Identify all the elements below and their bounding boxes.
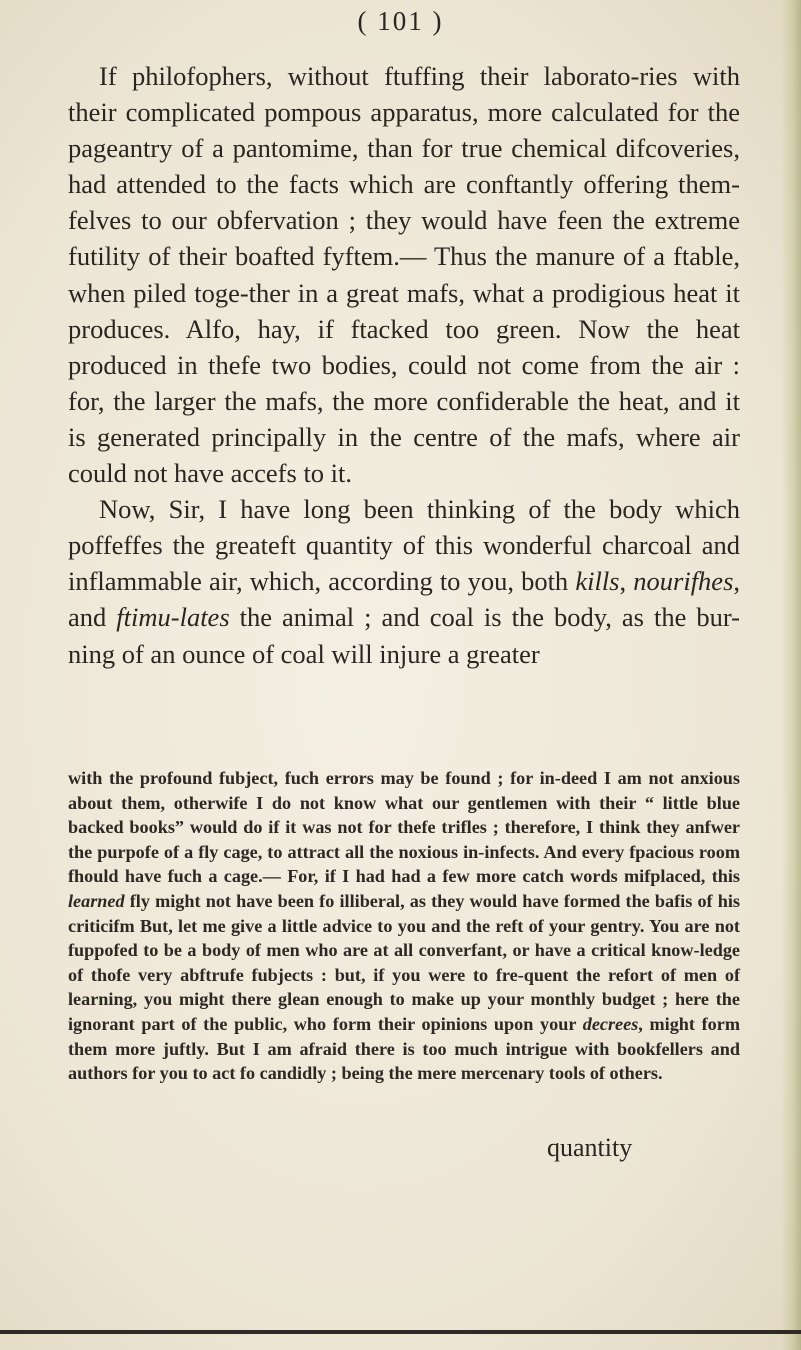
- italic-kills: kills: [575, 566, 620, 597]
- bottom-edge-rule: [0, 1330, 801, 1334]
- italic-stimulates: ftimu-lates: [116, 602, 230, 633]
- footnote-text-a: with the profound fubject, fuch errors may be found ; for in-deed I am not anxious about them, otherwife I do not know what our gentlemen with their “ little blue backed books” would do if it was not for thefe trifles ; therefore, I think they anfwer the purpofe of a fly cage, to attract all the noxious in-infects. And every fpacious room fhould have fuch a cage.— For, if I had had a few more catch words mifplaced, this: [68, 768, 740, 887]
- italic-nourishes: nourifhes: [633, 566, 734, 597]
- page-edge-shading: [781, 0, 801, 1350]
- footnote: [68, 766, 740, 1086]
- paragraph-1: [68, 58, 740, 491]
- paragraph-2-text-d: the animal ; and coal is the body, as the bur-ning of an ounce of coal will injure a greater: [68, 602, 740, 669]
- page-number: ( 101 ): [357, 6, 444, 36]
- paragraph-2: [68, 491, 740, 671]
- footnote-text-b: fly might not have been fo illiberal, as they would have formed the bafis of his criticifm But, let me give a little advice to you and the reft of your gentry. You are not fuppofed to be a body of men who are at all converfant, or have a critical know-ledge of thofe very abftrufe fubjects : but, if you were to fre-quent the refort of men of learning, you might there glean enough to make up your monthly budget ; here the ignorant part of the public, who form their opinions upon your: [68, 890, 740, 1034]
- footnote-text-c: , might form them more juftly. But I am afraid there is too much intrigue with bookfellers and authors for you to act fo candidly ; being the mere mercenary tools of others.: [68, 1013, 740, 1084]
- paragraph-2-text-c: , and: [68, 566, 741, 633]
- main-text: [68, 58, 740, 672]
- paragraph-1-text: If philofophers, without ftuffing their laborato-ries with their complicated pompous apparatus, more calculated for the pageantry of a pantomime, than for true chemical difcoveries, had attended to the facts which are conftantly offering them-felves to our obfervation ; they would have feen the extreme futility of their boafted fyftem.— Thus the manure of a ftable, when piled toge-ther in a great mafs, what a prodigious heat it produces. Alfo, hay, if ftacked too green. Now the heat produced in thefe two bodies, could not come from the air : for, the larger the mafs, the more confiderable the heat, and it is generated principally in the centre of the mafs, where air could not have accefs to it.: [68, 61, 740, 489]
- paragraph-2-text-b: ,: [619, 566, 634, 597]
- paragraph-2-text-a: Now, Sir, I have long been thinking of the body which poffeffes the greateft quantity of this wonderful charcoal and inflammable air, which, according to you, both: [68, 494, 740, 597]
- catchword: quantity: [547, 1133, 633, 1162]
- italic-decrees: decrees: [582, 1013, 639, 1034]
- italic-learned: learned: [68, 890, 125, 911]
